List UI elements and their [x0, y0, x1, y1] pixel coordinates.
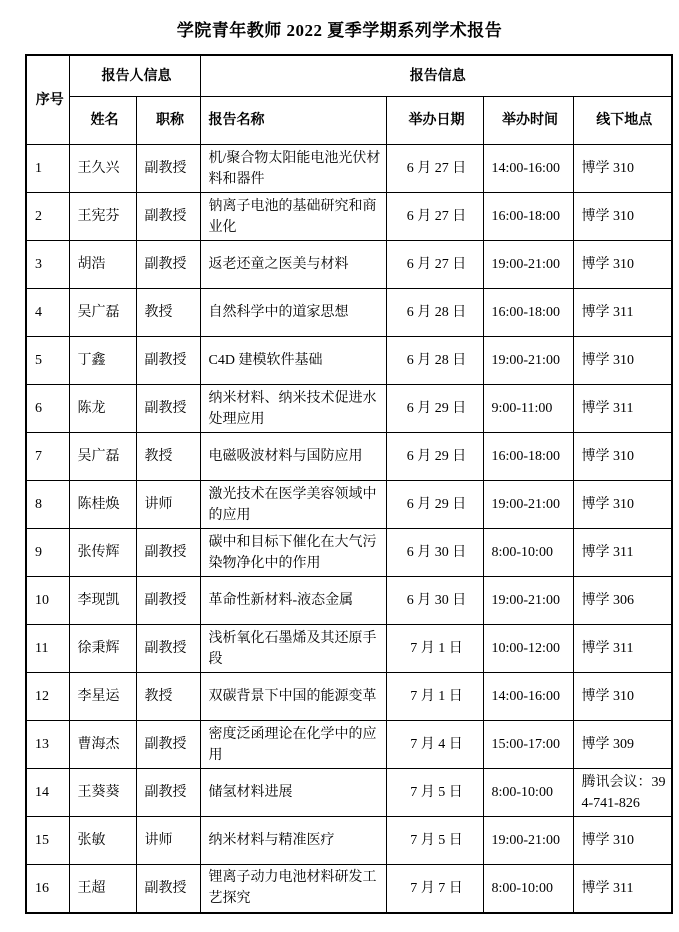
- cell-title: 副教授: [136, 337, 200, 385]
- cell-report: 电磁吸波材料与国防应用: [200, 433, 386, 481]
- table-row: [26, 337, 672, 385]
- table-row: [26, 193, 672, 241]
- cell-date: 6 月 30 日: [386, 529, 483, 577]
- cell-name: 王葵葵: [69, 769, 136, 817]
- header-row-groups: [26, 55, 672, 97]
- table-row: [26, 817, 672, 865]
- cell-name: 张传辉: [69, 529, 136, 577]
- cell-time: 9:00-11:00: [483, 385, 573, 433]
- cell-time: 16:00-18:00: [483, 289, 573, 337]
- cell-location: 博学 309: [573, 721, 672, 769]
- cell-time: 19:00-21:00: [483, 337, 573, 385]
- cell-no: 9: [26, 529, 69, 577]
- cell-location: 博学 310: [573, 337, 672, 385]
- table-row: [26, 289, 672, 337]
- cell-location: 博学 311: [573, 865, 672, 913]
- cell-title: 副教授: [136, 529, 200, 577]
- cell-no: 7: [26, 433, 69, 481]
- cell-title: 副教授: [136, 865, 200, 913]
- cell-name: 陈龙: [69, 385, 136, 433]
- cell-no: 6: [26, 385, 69, 433]
- cell-date: 6 月 27 日: [386, 145, 483, 193]
- cell-location: 博学 310: [573, 193, 672, 241]
- cell-location: 博学 311: [573, 625, 672, 673]
- table-row: [26, 721, 672, 769]
- table-row: [26, 241, 672, 289]
- header-name: 姓名: [69, 97, 136, 145]
- cell-location: 博学 311: [573, 289, 672, 337]
- cell-report: 浅析氧化石墨烯及其还原手段: [200, 625, 386, 673]
- cell-title: 副教授: [136, 241, 200, 289]
- table-row: [26, 529, 672, 577]
- cell-name: 张敏: [69, 817, 136, 865]
- cell-time: 16:00-18:00: [483, 433, 573, 481]
- cell-title: 副教授: [136, 625, 200, 673]
- cell-no: 13: [26, 721, 69, 769]
- cell-no: 3: [26, 241, 69, 289]
- cell-date: 7 月 5 日: [386, 817, 483, 865]
- header-location: 线下地点: [573, 97, 672, 145]
- cell-title: 副教授: [136, 577, 200, 625]
- cell-location: 博学 310: [573, 145, 672, 193]
- cell-no: 5: [26, 337, 69, 385]
- cell-title: 副教授: [136, 769, 200, 817]
- cell-title: 教授: [136, 673, 200, 721]
- cell-date: 6 月 27 日: [386, 193, 483, 241]
- cell-title: 副教授: [136, 145, 200, 193]
- cell-location: 博学 310: [573, 481, 672, 529]
- cell-report: C4D 建模软件基础: [200, 337, 386, 385]
- table-row: [26, 145, 672, 193]
- cell-time: 19:00-21:00: [483, 241, 573, 289]
- table-body: [26, 145, 672, 913]
- cell-title: 讲师: [136, 481, 200, 529]
- cell-title: 副教授: [136, 193, 200, 241]
- table-row: [26, 577, 672, 625]
- cell-location: 博学 311: [573, 385, 672, 433]
- cell-name: 王超: [69, 865, 136, 913]
- cell-title: 副教授: [136, 721, 200, 769]
- cell-name: 胡浩: [69, 241, 136, 289]
- cell-date: 7 月 4 日: [386, 721, 483, 769]
- header-presenter-group: 报告人信息: [69, 55, 200, 97]
- cell-time: 19:00-21:00: [483, 481, 573, 529]
- table-row: [26, 865, 672, 913]
- cell-report: 碳中和目标下催化在大气污染物净化中的作用: [200, 529, 386, 577]
- cell-time: 8:00-10:00: [483, 529, 573, 577]
- cell-no: 15: [26, 817, 69, 865]
- table-row: [26, 769, 672, 817]
- cell-time: 10:00-12:00: [483, 625, 573, 673]
- cell-name: 王宪芬: [69, 193, 136, 241]
- cell-location: 腾讯会议：394-741-826: [573, 769, 672, 817]
- header-report-name: 报告名称: [200, 97, 386, 145]
- report-schedule-table: [25, 54, 673, 914]
- cell-no: 10: [26, 577, 69, 625]
- cell-name: 陈桂焕: [69, 481, 136, 529]
- cell-time: 14:00-16:00: [483, 673, 573, 721]
- cell-time: 19:00-21:00: [483, 577, 573, 625]
- cell-no: 14: [26, 769, 69, 817]
- cell-report: 革命性新材料-液态金属: [200, 577, 386, 625]
- cell-report: 机/聚合物太阳能电池光伏材料和器件: [200, 145, 386, 193]
- cell-report: 纳米材料与精准医疗: [200, 817, 386, 865]
- cell-no: 4: [26, 289, 69, 337]
- cell-no: 12: [26, 673, 69, 721]
- cell-name: 王久兴: [69, 145, 136, 193]
- cell-time: 19:00-21:00: [483, 817, 573, 865]
- cell-no: 1: [26, 145, 69, 193]
- cell-date: 6 月 29 日: [386, 433, 483, 481]
- cell-time: 15:00-17:00: [483, 721, 573, 769]
- cell-location: 博学 306: [573, 577, 672, 625]
- cell-date: 6 月 28 日: [386, 289, 483, 337]
- cell-name: 丁鑫: [69, 337, 136, 385]
- cell-title: 教授: [136, 289, 200, 337]
- cell-date: 7 月 5 日: [386, 769, 483, 817]
- cell-report: 自然科学中的道家思想: [200, 289, 386, 337]
- header-index: 序号: [26, 55, 69, 145]
- table-row: [26, 625, 672, 673]
- cell-name: 吴广磊: [69, 289, 136, 337]
- header-title: 职称: [136, 97, 200, 145]
- cell-no: 16: [26, 865, 69, 913]
- cell-name: 吴广磊: [69, 433, 136, 481]
- cell-date: 7 月 1 日: [386, 673, 483, 721]
- cell-no: 2: [26, 193, 69, 241]
- cell-title: 讲师: [136, 817, 200, 865]
- table-header: [26, 55, 672, 145]
- page-title: 学院青年教师 2022 夏季学期系列学术报告: [176, 21, 503, 40]
- header-date: 举办日期: [386, 97, 483, 145]
- cell-name: 徐秉辉: [69, 625, 136, 673]
- cell-time: 16:00-18:00: [483, 193, 573, 241]
- header-time: 举办时间: [483, 97, 573, 145]
- cell-location: 博学 310: [573, 673, 672, 721]
- table-row: [26, 385, 672, 433]
- header-report-group: 报告信息: [200, 55, 672, 97]
- cell-date: 6 月 28 日: [386, 337, 483, 385]
- cell-name: 李现凯: [69, 577, 136, 625]
- cell-location: 博学 311: [573, 529, 672, 577]
- cell-report: 激光技术在医学美容领域中的应用: [200, 481, 386, 529]
- header-row-columns: [26, 97, 672, 145]
- table-row: [26, 673, 672, 721]
- cell-time: 8:00-10:00: [483, 865, 573, 913]
- cell-date: 6 月 29 日: [386, 481, 483, 529]
- cell-title: 副教授: [136, 385, 200, 433]
- cell-title: 教授: [136, 433, 200, 481]
- cell-time: 14:00-16:00: [483, 145, 573, 193]
- cell-time: 8:00-10:00: [483, 769, 573, 817]
- cell-date: 6 月 30 日: [386, 577, 483, 625]
- cell-location: 博学 310: [573, 817, 672, 865]
- cell-date: 6 月 27 日: [386, 241, 483, 289]
- cell-location: 博学 310: [573, 241, 672, 289]
- cell-date: 7 月 1 日: [386, 625, 483, 673]
- cell-report: 双碳背景下中国的能源变革: [200, 673, 386, 721]
- table-row: [26, 433, 672, 481]
- cell-name: 曹海杰: [69, 721, 136, 769]
- cell-report: 返老还童之医美与材料: [200, 241, 386, 289]
- table-row: [26, 481, 672, 529]
- cell-location: 博学 310: [573, 433, 672, 481]
- cell-no: 11: [26, 625, 69, 673]
- cell-date: 7 月 7 日: [386, 865, 483, 913]
- cell-no: 8: [26, 481, 69, 529]
- cell-report: 储氢材料进展: [200, 769, 386, 817]
- cell-report: 锂离子动力电池材料研发工艺探究: [200, 865, 386, 913]
- cell-name: 李星运: [69, 673, 136, 721]
- cell-report: 钠离子电池的基础研究和商业化: [200, 193, 386, 241]
- cell-report: 密度泛函理论在化学中的应用: [200, 721, 386, 769]
- cell-date: 6 月 29 日: [386, 385, 483, 433]
- cell-report: 纳米材料、纳米技术促进水处理应用: [200, 385, 386, 433]
